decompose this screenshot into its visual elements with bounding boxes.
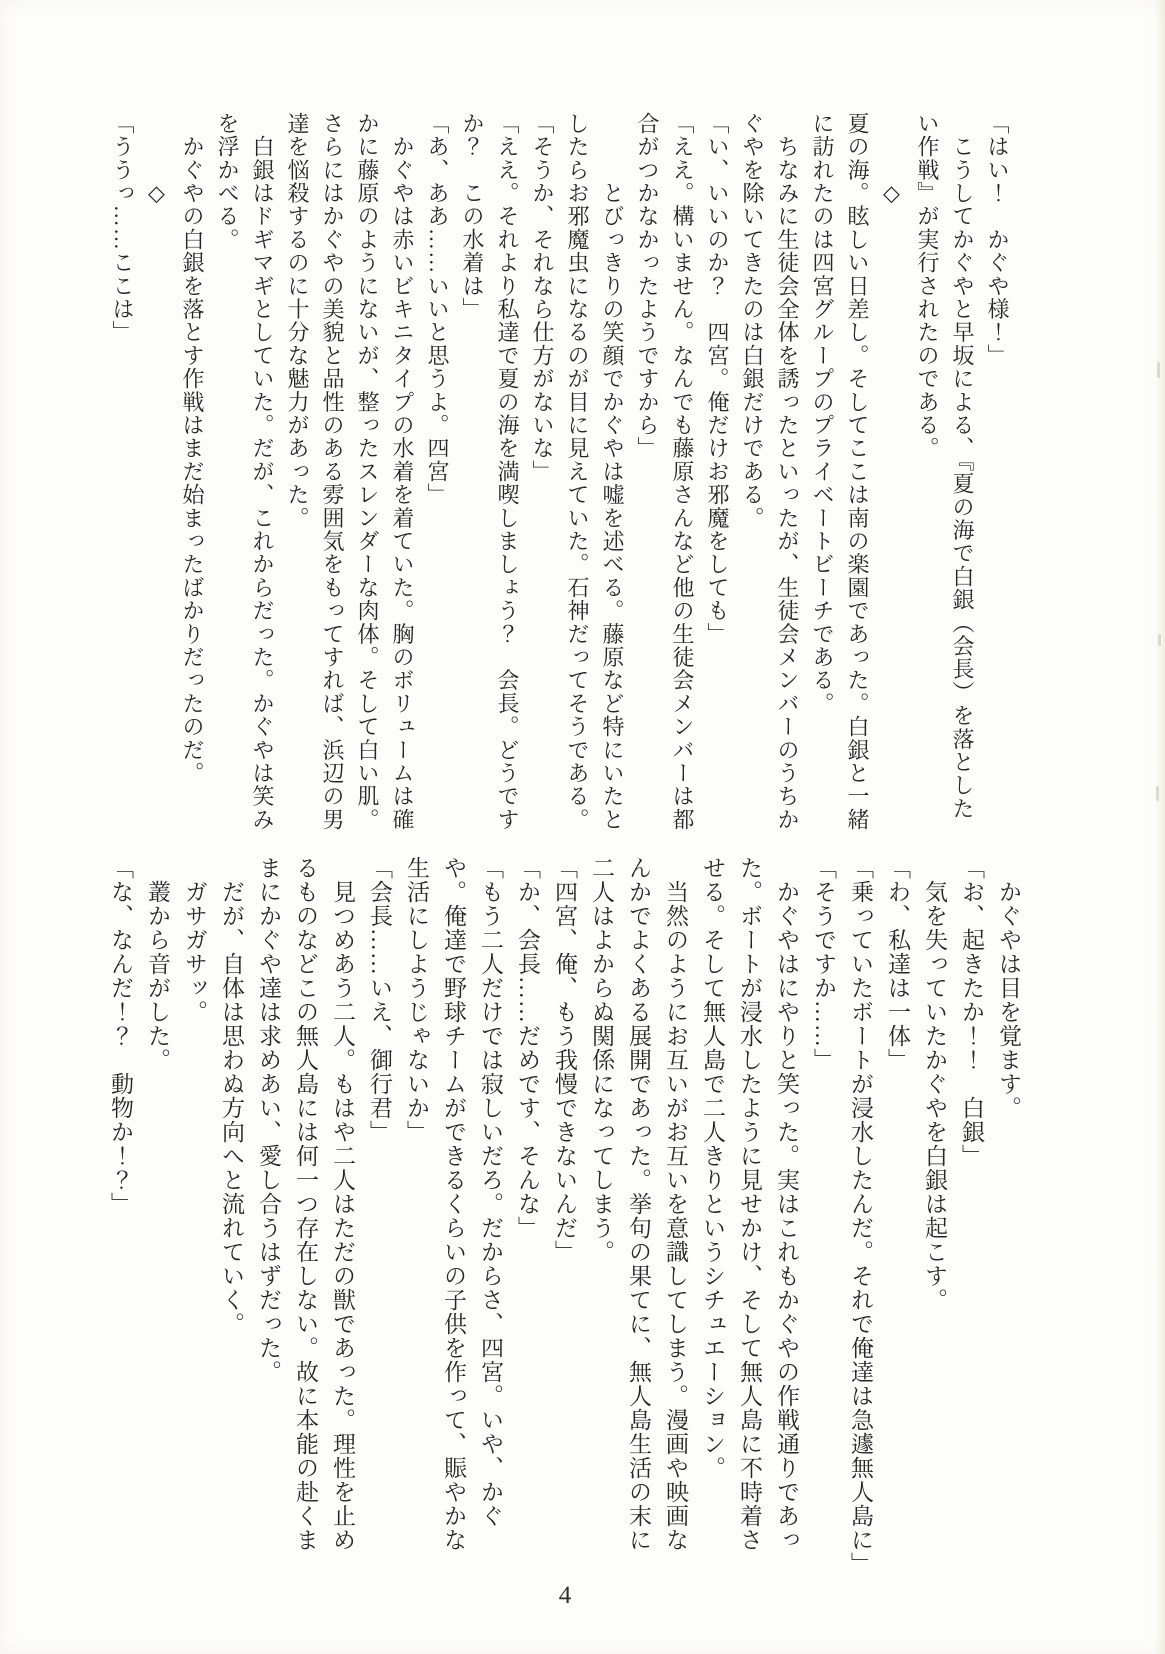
text-paragraph: 「会長……いえ、御行君」 [367,856,392,1144]
text-paragraph: ガサガサッ。 [182,856,207,1024]
text-paragraph: こうしてかぐやと早坂による、『夏の海で白銀（会長）を落としたい作戦』が実行されたのである。 [915,112,975,821]
text-paragraph: 「な、なんだ！？ 動物か！？」 [108,856,133,1216]
text-paragraph: 「乗っていたボートが浸水したんだ。それで俺達は急遽無人島に」 [848,856,873,1576]
text-paragraph: ◇ [145,112,170,208]
text-paragraph: 「もう二人だけでは寂しいだろ。だからさ、四宮。いや、かぐや。俺達で野球チームができるくらいの子供を作って、賑やかな生活にしようじゃないか」 [404,856,503,1552]
scan-artifact [1156,786,1159,801]
text-paragraph: 「か、会長……だめです、そんな」 [515,856,540,1240]
text-paragraph: 「はい！ かぐや様！」 [985,112,1010,368]
text-paragraph: 夏の海。眩しい日差し。そしてここは南の楽園であった。白銀と一緒に訪れたのは四宮グループのプライベートビーチである。 [810,112,870,832]
text-paragraph: とびっきりの笑顔でかぐやは嘘を述べる。藤原など特にいたとしたらお邪魔虫になるのが目に見えていた。石神だってそうである。 [565,112,625,832]
scan-edge-tint [1155,0,1165,1654]
top-text-block [105,112,1015,834]
text-paragraph: 当然のようにお互いがお互いを意識してしまう。漫画や映画なんかでよくある展開であった。挙句の果てに、無人島生活の末に二人はよからぬ関係になってしまう。 [589,856,688,1552]
text-paragraph: 「四宮、俺、もう我慢できないんだ」 [552,856,577,1264]
text-paragraph: 見つめあう二人。もはや二人はただの獣であった。理性を止めるものなどこの無人島には何一つ存在しない。故に本能の赴くままにかぐや達は求めあい、愛し合うはずだった。 [256,856,355,1552]
scan-artifact [1157,362,1160,378]
text-paragraph: 白銀はドギマギとしていた。だが、これからだった。かぐやは笑みを浮かべる。 [215,112,275,832]
text-paragraph: 「そうか、それなら仕方がないな」 [530,112,555,484]
text-paragraph: 「あ、ああ……いいと思うよ。四宮」 [425,112,450,507]
text-paragraph: 叢から音がした。 [145,856,170,1072]
scan-artifact [1158,634,1161,646]
text-paragraph: かぐやの白銀を落とす作戦はまだ始まったばかりだったのだ。 [180,112,205,785]
text-paragraph: 「そうですか……」 [811,856,836,1072]
text-paragraph: 「ええ。それより私達で夏の海を満喫しましょう？ 会長。どうですか？ この水着は」 [460,112,520,832]
text-paragraph: ちなみに生徒会全体を誘ったといったが、生徒会メンバーのうちかぐやを除いてきたのは白銀だけである。 [740,112,800,832]
text-paragraph: かぐやはにやりと笑った。実はこれもかぐやの作戦通りであった。ボートが浸水したように見せかけ、そして無人島に不時着させる。そして無人島で二人きりというシチュエーション。 [700,856,799,1552]
text-paragraph: かぐやは赤いビキニタイプの水着を着ていた。胸のボリュームは確かに藤原のようにないが、整ったスレンダーな肉体。そして白い肌。さらにはかぐやの美貌と品性のある雰囲気をもってすれば、浜辺の男達を悩殺するのに十分な魅力があった。 [285,112,415,832]
text-paragraph: かぐやは目を覚ます。 [996,856,1021,1120]
text-paragraph: ◇ [880,112,905,208]
text-paragraph: 「わ、私達は一体」 [885,856,910,1072]
text-paragraph: 「い、いいのか？ 四宮。俺だけお邪魔をしても」 [705,112,730,646]
text-paragraph: 「お、起きたか！！ 白銀」 [959,856,984,1168]
text-paragraph: だが、自体は思わぬ方向へと流れていく。 [219,856,244,1336]
text-paragraph: 気を失っていたかぐやを白銀は起こす。 [922,856,947,1312]
page-number: 4 [558,1582,572,1609]
text-paragraph: 「ええ。構いません。なんでも藤原さんなど他の生徒会メンバーは都合がつかなかったようですから」 [635,112,695,832]
text-paragraph: 「ううっ……ここは」 [110,112,135,344]
bottom-text-block [102,856,1027,1576]
